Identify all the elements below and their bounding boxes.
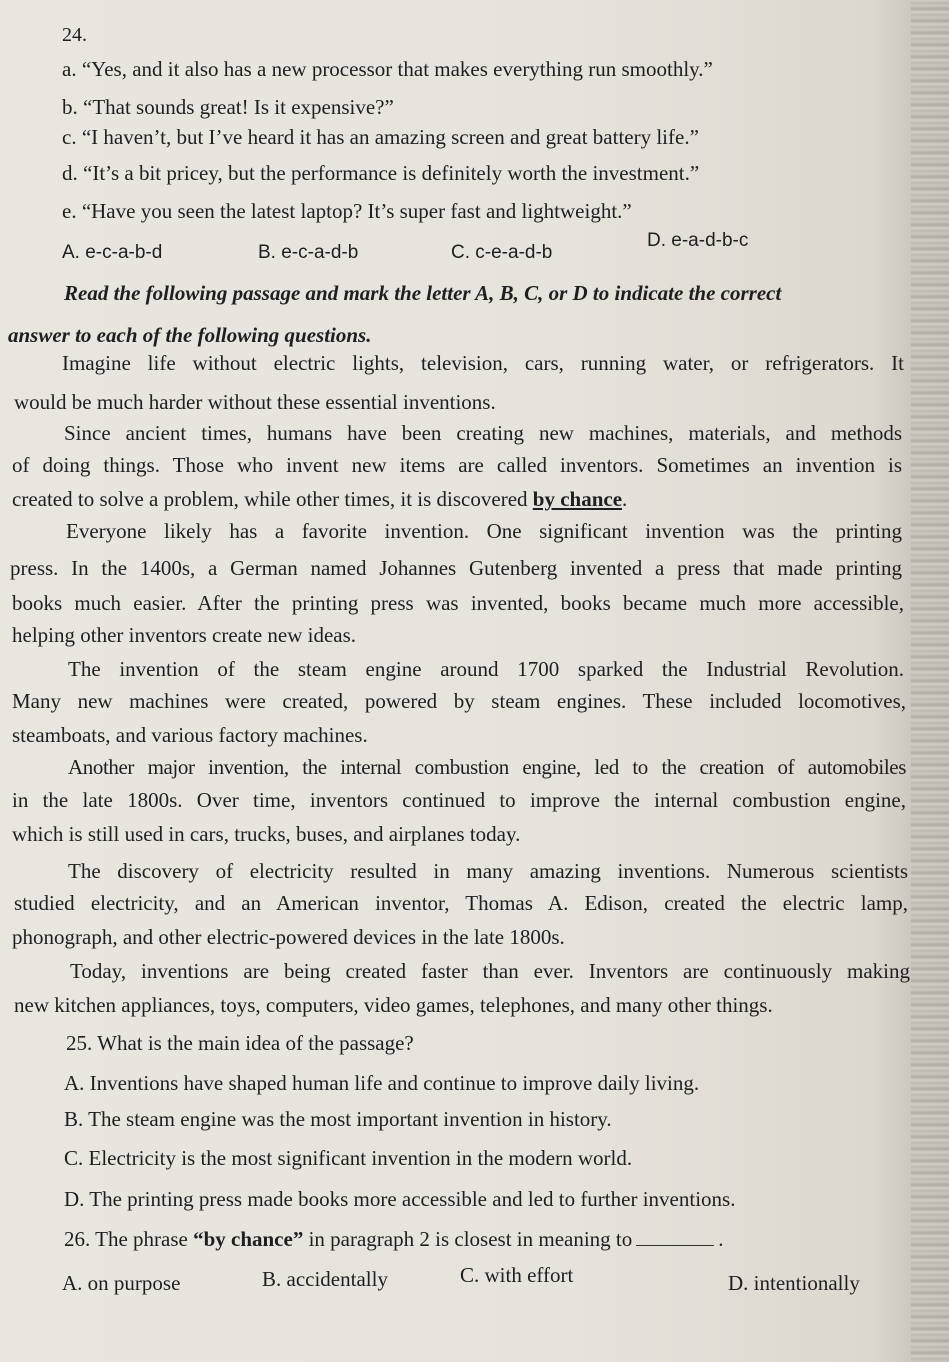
page-edge xyxy=(911,0,949,1362)
q25-option-c[interactable]: C. Electricity is the most significant invention in the modern world. xyxy=(64,1146,633,1170)
passage-p3-line-2: press. In the 1400s, a German named Johannes Gutenberg invented a press that made printing xyxy=(10,556,902,580)
q25-option-b[interactable]: B. The steam engine was the most important invention in history. xyxy=(64,1107,612,1131)
passage-p6-line-2: studied electricity, and an American inventor, Thomas A. Edison, created the electric lamp, xyxy=(14,891,908,915)
question-26-text-end: in paragraph 2 is closest in meaning to xyxy=(303,1227,633,1251)
q25-option-a[interactable]: A. Inventions have shaped human life and continue to improve daily living. xyxy=(64,1071,700,1095)
passage-p6-line-3: phonograph, and other electric-powered devices in the late 1800s. xyxy=(12,925,565,949)
passage-p1-line-2: would be much harder without these essential inventions. xyxy=(14,390,496,414)
by-chance-underlined-phrase: by chance xyxy=(532,487,623,511)
q26-option-a[interactable]: A. on purpose xyxy=(62,1271,181,1295)
q24-item-a: a. “Yes, and it also has a new processor that makes everything run smoothly.” xyxy=(62,57,713,81)
q24-option-d[interactable]: D. e-a-d-b-c xyxy=(647,230,749,251)
reading-instruction-line-2: answer to each of the following questions. xyxy=(8,323,372,347)
q24-item-d: d. “It’s a bit pricey, but the performance is definitely worth the investment.” xyxy=(62,161,700,185)
passage-p2-line-1: Since ancient times, humans have been creating new machines, materials, and methods xyxy=(64,421,902,445)
passage-p5-line-2: in the late 1800s. Over time, inventors continued to improve the internal combustion engine, xyxy=(12,788,906,812)
q24-option-c[interactable]: C. c-e-a-d-b xyxy=(451,242,553,263)
passage-p4-line-2: Many new machines were created, powered by steam engines. These included locomotives, xyxy=(12,689,906,713)
passage-p3-line-1: Everyone likely has a favorite invention. One significant invention was the printing xyxy=(66,519,902,543)
passage-p3-line-4: helping other inventors create new ideas. xyxy=(12,623,357,647)
passage-p6-line-1: The discovery of electricity resulted in many amazing inventions. Numerous scientists xyxy=(68,859,908,883)
question-25: 25. What is the main idea of the passage? xyxy=(66,1031,414,1055)
q26-option-b[interactable]: B. accidentally xyxy=(262,1267,388,1291)
reading-instruction-line-1: Read the following passage and mark the letter A, B, C, or D to indicate the correct xyxy=(64,281,782,305)
passage-p2-period: . xyxy=(622,487,628,511)
passage-p7-line-2: new kitchen appliances, toys, computers, video games, telephones, and many other things. xyxy=(14,993,773,1017)
q24-option-a[interactable]: A. e-c-a-b-d xyxy=(62,242,163,263)
passage-p2-line-3-text: created to solve a problem, while other times, it is discovered xyxy=(12,487,533,511)
q25-option-d[interactable]: D. The printing press made books more accessible and led to further inventions. xyxy=(64,1187,736,1211)
question-26 xyxy=(64,1226,724,1252)
passage-p1-line-1: Imagine life without electric lights, television, cars, running water, or refrigerators. It xyxy=(62,351,904,375)
passage-p4-line-1: The invention of the steam engine around 1700 sparked the Industrial Revolution. xyxy=(68,657,904,681)
q24-item-b: b. “That sounds great! Is it expensive?” xyxy=(62,95,394,119)
q24-option-b[interactable]: B. e-c-a-d-b xyxy=(258,242,359,263)
passage-p2-line-3 xyxy=(12,486,627,512)
question-26-phrase: “by chance” xyxy=(193,1227,304,1251)
q26-option-c[interactable]: C. with effort xyxy=(460,1263,574,1287)
q24-item-e: e. “Have you seen the latest laptop? It’s super fast and lightweight.” xyxy=(62,199,632,223)
question-26-period: . xyxy=(718,1227,724,1251)
passage-p4-line-3: steamboats, and various factory machines. xyxy=(12,723,368,747)
q26-option-d[interactable]: D. intentionally xyxy=(728,1271,860,1295)
passage-p7-line-1: Today, inventions are being created faster than ever. Inventors are continuously making xyxy=(70,959,910,983)
question-26-text: 26. The phrase xyxy=(64,1227,194,1251)
passage-p3-line-3: books much easier. After the printing press was invented, books became much more accessible, xyxy=(12,591,904,615)
question-24-number: 24. xyxy=(62,24,87,46)
q24-item-c: c. “I haven’t, but I’ve heard it has an amazing screen and great battery life.” xyxy=(62,125,699,149)
passage-p2-line-2: of doing things. Those who invent new items are called inventors. Sometimes an invention is xyxy=(12,453,902,477)
passage-p5-line-1: Another major invention, the internal combustion engine, led to the creation of automobiles xyxy=(68,755,906,779)
passage-p5-line-3: which is still used in cars, trucks, buses, and airplanes today. xyxy=(12,822,521,846)
answer-blank[interactable] xyxy=(636,1245,714,1246)
